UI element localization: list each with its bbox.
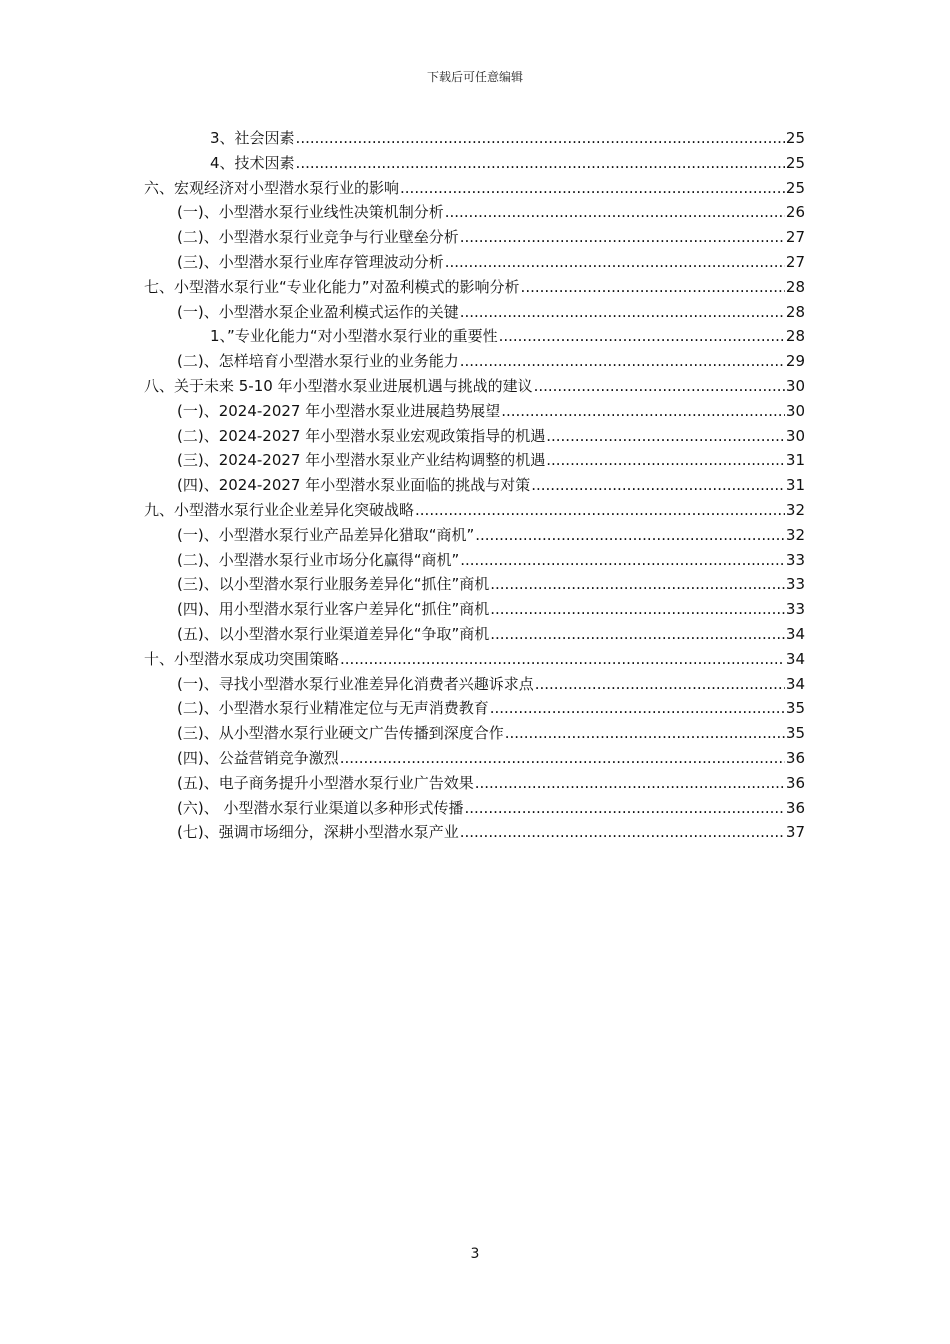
toc-entry-page: 27 — [785, 252, 805, 271]
toc-entry-page: 33 — [785, 600, 805, 619]
toc-entry-title: (三)、从小型潜水泵行业硬文广告传播到深度合作 — [177, 724, 504, 743]
toc-entry-page: 33 — [785, 575, 805, 594]
toc-entry-page: 36 — [785, 748, 805, 767]
toc-entry-page: 35 — [785, 724, 805, 743]
toc-leader-dots — [460, 820, 785, 845]
toc-entry-title: 七、小型潜水泵行业“专业化能力”对盈利模式的影响分析 — [144, 277, 520, 296]
toc-entry-title: (一)、小型潜水泵行业线性决策机制分析 — [177, 203, 444, 222]
toc-entry-page: 33 — [785, 550, 805, 569]
toc-entry-page: 27 — [785, 228, 805, 247]
toc-entry-title: 八、关于未来 5-10 年小型潜水泵业进展机遇与挑战的建议 — [144, 376, 533, 395]
toc-leader-dots — [535, 672, 785, 697]
toc-leader-dots — [521, 275, 785, 300]
toc-entry[interactable] — [144, 151, 805, 176]
toc-entry-page: 30 — [785, 376, 805, 395]
toc-entry-page: 28 — [785, 302, 805, 321]
toc-leader-dots — [490, 696, 785, 721]
toc-entry-page: 25 — [785, 153, 805, 172]
toc-entry-page: 29 — [785, 352, 805, 371]
toc-entry-title: 十、小型潜水泵成功突围策略 — [144, 649, 340, 668]
toc-entry[interactable] — [144, 275, 805, 300]
toc-leader-dots — [475, 771, 785, 796]
table-of-contents — [144, 126, 805, 845]
toc-entry[interactable] — [144, 374, 805, 399]
toc-entry[interactable] — [144, 448, 805, 473]
toc-leader-dots — [501, 399, 785, 424]
toc-entry-title: (一)、小型潜水泵企业盈利模式运作的关键 — [177, 302, 459, 321]
toc-entry[interactable] — [144, 721, 805, 746]
toc-entry-title: (三)、小型潜水泵行业库存管理波动分析 — [177, 252, 444, 271]
toc-entry[interactable] — [144, 399, 805, 424]
toc-entry-page: 34 — [785, 624, 805, 643]
toc-entry-page: 36 — [785, 773, 805, 792]
toc-entry[interactable] — [144, 647, 805, 672]
toc-entry[interactable] — [144, 820, 805, 845]
toc-entry-page: 34 — [785, 674, 805, 693]
toc-leader-dots — [490, 572, 785, 597]
toc-entry[interactable] — [144, 126, 805, 151]
toc-leader-dots — [460, 548, 785, 573]
toc-entry-title: (四)、2024-2027 年小型潜水泵业面临的挑战与对策 — [177, 476, 531, 495]
toc-entry-title: (六)、 小型潜水泵行业渠道以多种形式传播 — [177, 798, 464, 817]
toc-leader-dots — [534, 374, 785, 399]
toc-leader-dots — [400, 176, 785, 201]
toc-entry[interactable] — [144, 771, 805, 796]
toc-leader-dots — [505, 721, 785, 746]
toc-leader-dots — [546, 424, 785, 449]
toc-leader-dots — [531, 473, 785, 498]
toc-leader-dots — [445, 200, 785, 225]
toc-entry[interactable] — [144, 672, 805, 697]
toc-entry-title: (二)、小型潜水泵行业竞争与行业壁垒分析 — [177, 228, 459, 247]
toc-entry-page: 25 — [785, 178, 805, 197]
toc-entry[interactable] — [144, 300, 805, 325]
toc-entry-page: 31 — [785, 476, 805, 495]
toc-entry-page: 31 — [785, 451, 805, 470]
toc-entry-title: (二)、小型潜水泵行业市场分化赢得“商机” — [177, 550, 460, 569]
toc-leader-dots — [340, 647, 785, 672]
page-number: 3 — [470, 1246, 480, 1262]
toc-entry-page: 34 — [785, 649, 805, 668]
toc-leader-dots — [490, 622, 785, 647]
toc-entry-title: (五)、电子商务提升小型潜水泵行业广告效果 — [177, 773, 474, 792]
toc-entry-title: (二)、小型潜水泵行业精准定位与无声消费教育 — [177, 699, 489, 718]
toc-entry-page: 25 — [785, 129, 805, 147]
toc-entry-title: 六、宏观经济对小型潜水泵行业的影响 — [144, 178, 400, 197]
toc-entry-title: (一)、小型潜水泵行业产品差异化猎取“商机” — [177, 525, 475, 544]
toc-entry[interactable] — [144, 796, 805, 821]
toc-leader-dots — [445, 250, 785, 275]
toc-entry[interactable] — [144, 200, 805, 225]
toc-leader-dots — [546, 448, 785, 473]
toc-entry[interactable] — [144, 424, 805, 449]
toc-entry-title: 3、社会因素 — [210, 129, 295, 147]
toc-leader-dots — [464, 796, 784, 821]
toc-leader-dots — [460, 349, 785, 374]
toc-entry-title: (四)、用小型潜水泵行业客户差异化“抓住”商机 — [177, 600, 490, 619]
toc-leader-dots — [296, 126, 785, 151]
toc-entry-page: 28 — [785, 327, 805, 346]
toc-entry-page: 37 — [785, 823, 805, 842]
toc-entry-title: 4、技术因素 — [210, 153, 295, 172]
toc-entry[interactable] — [144, 622, 805, 647]
toc-entry-title: (二)、2024-2027 年小型潜水泵业宏观政策指导的机遇 — [177, 426, 546, 445]
toc-entry-title: 1、”专业化能力“对小型潜水泵行业的重要性 — [210, 327, 498, 346]
toc-leader-dots — [475, 523, 785, 548]
toc-leader-dots — [460, 225, 785, 250]
toc-entry-title: (四)、公益营销竞争激烈 — [177, 748, 339, 767]
toc-entry[interactable] — [144, 523, 805, 548]
toc-entry-title: (二)、怎样培育小型潜水泵行业的业务能力 — [177, 352, 459, 371]
toc-entry[interactable] — [144, 548, 805, 573]
toc-entry-title: (三)、以小型潜水泵行业服务差异化“抓住”商机 — [177, 575, 490, 594]
toc-entry-title: (五)、以小型潜水泵行业渠道差异化“争取”商机 — [177, 624, 490, 643]
toc-entry[interactable] — [144, 572, 805, 597]
toc-leader-dots — [460, 300, 785, 325]
toc-entry-page: 35 — [785, 699, 805, 718]
toc-entry[interactable] — [144, 696, 805, 721]
page-header: 下载后可任意编辑 — [426, 70, 523, 84]
toc-entry-title: 九、小型潜水泵行业企业差异化突破战略 — [144, 500, 415, 519]
toc-entry-page: 36 — [785, 798, 805, 817]
toc-entry[interactable] — [144, 473, 805, 498]
toc-entry[interactable] — [144, 498, 805, 523]
toc-entry[interactable] — [144, 324, 805, 349]
toc-entry-title: (三)、2024-2027 年小型潜水泵业产业结构调整的机遇 — [177, 451, 546, 470]
toc-entry[interactable] — [144, 746, 805, 771]
toc-entry[interactable] — [144, 597, 805, 622]
toc-entry[interactable] — [144, 225, 805, 250]
toc-entry[interactable] — [144, 349, 805, 374]
toc-entry[interactable] — [144, 250, 805, 275]
toc-entry-page: 30 — [785, 426, 805, 445]
toc-entry-page: 28 — [785, 277, 805, 296]
toc-entry-title: (一)、2024-2027 年小型潜水泵业进展趋势展望 — [177, 401, 501, 420]
toc-entry-title: (七)、强调市场细分，深耕小型潜水泵产业 — [177, 823, 459, 842]
toc-leader-dots — [340, 746, 785, 771]
toc-leader-dots — [490, 597, 785, 622]
toc-entry-title: (一)、寻找小型潜水泵行业准差异化消费者兴趣诉求点 — [177, 674, 534, 693]
toc-leader-dots — [499, 324, 785, 349]
toc-leader-dots — [296, 151, 785, 176]
toc-entry-page: 26 — [785, 203, 805, 222]
toc-entry-page: 32 — [785, 525, 805, 544]
toc-leader-dots — [415, 498, 785, 523]
toc-entry[interactable] — [144, 176, 805, 201]
toc-entry-page: 32 — [785, 500, 805, 519]
toc-entry-page: 30 — [785, 401, 805, 420]
